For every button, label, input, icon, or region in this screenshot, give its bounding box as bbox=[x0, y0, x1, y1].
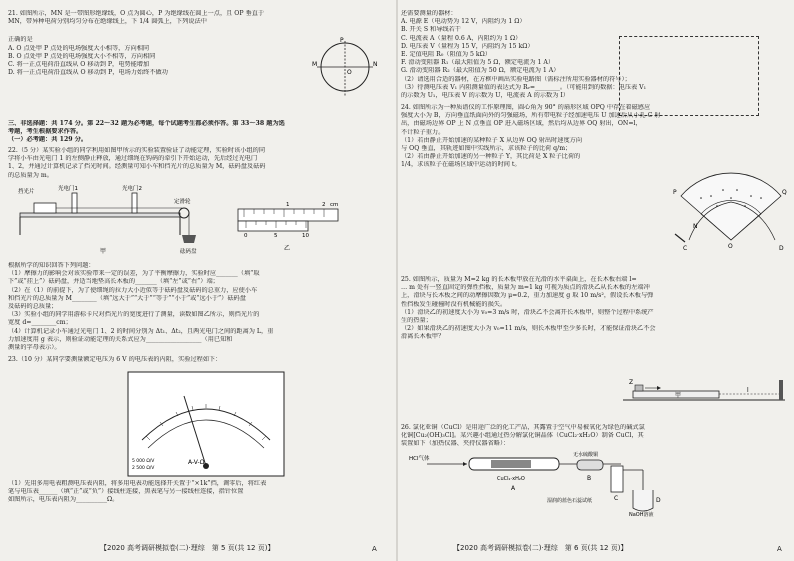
multimeter-dial bbox=[126, 370, 286, 478]
q21-option-a: A. O 点处甲 P 点处的电场强度大小相等，方向相同 bbox=[8, 44, 150, 52]
q25-line: 25. 如图所示，质量为 M=2 kg 的长木板甲放在光滑的水平桌面上，在长木板右端 l= bbox=[401, 276, 637, 283]
equipment-line: 还需要测量的器材： bbox=[401, 10, 457, 17]
question-23-part-1 bbox=[8, 480, 266, 505]
equipment-line: B. 开关 S 和导线若干 bbox=[401, 26, 461, 34]
q23b-line: 如图所示，电压表内阻为__________Ω。 bbox=[8, 496, 119, 504]
q21-option-b: B. O 点处甲 P 点处的电场强度大小不相等，方向相同 bbox=[8, 52, 156, 60]
label-p: P bbox=[340, 37, 344, 44]
label-l: l bbox=[747, 387, 749, 394]
page-footer: 【2020 高考调研模拟卷(二)·理综 第 5 页(共 12 页)】 bbox=[100, 544, 275, 552]
label-n: N bbox=[693, 223, 698, 230]
section3-line: 考题，考生根据要求作答。 bbox=[8, 128, 83, 136]
question-26 bbox=[401, 424, 645, 449]
q21-circle-figure bbox=[312, 36, 378, 102]
equipment-line: C. 电流表 A（量程 0.6 A，内阻约为 1 Ω） bbox=[401, 34, 522, 42]
q22b-line: （2）在（1）的前提下，为了使细绳的拉力大小近似等于砝码盘及砝码的总重力，应使小车 bbox=[8, 286, 258, 294]
label-naoh: NaOH溶液 bbox=[629, 512, 654, 518]
q22-line: 22.（5 分）某实验小组的同学利用如图甲所示的实验装置验证了动能定理，实验时该小组的同 bbox=[8, 147, 266, 154]
label-hcl: HCl气体 bbox=[409, 456, 430, 462]
q22-line: 的总质量为 m。 bbox=[8, 171, 53, 179]
q24-line: 不计粒子重力。 bbox=[401, 128, 445, 136]
label-fig-jia: 甲 bbox=[100, 248, 107, 255]
label-cuso4: 无水硫酸铜 bbox=[573, 452, 599, 458]
equipment-line: E. 定值电阻 R₀（阻值为 5 kΩ） bbox=[401, 50, 491, 58]
q21-option-c: C. 将一正点电荷沿直线从 O 移动到 P，电势能增加 bbox=[8, 60, 150, 68]
q23b-line: （1）先用多用电表粗测电压表内阻，将多用电表功能选择开关置于“×1k”挡，调零后，将红表 bbox=[8, 480, 267, 487]
q22-line: 学将小车由光电门 1 的左侧静止释放，通过细绳在钩码的牵引下开始运动，先后经过光电门 bbox=[8, 155, 258, 163]
q21-line: MN，带异种电荷分别均匀分布在绝缘线上，下 1/4 圆弧上，下列说法中 bbox=[8, 18, 207, 26]
label-o: O bbox=[347, 69, 352, 76]
question-25 bbox=[401, 276, 656, 342]
vernier-scale-main: 1 bbox=[286, 202, 290, 208]
q22-figure-yi bbox=[230, 195, 350, 255]
label-d: D bbox=[656, 497, 661, 504]
q26-line: 26. 氯化亚铜（CuCl）是用途广泛的化工产品，其露置于空气中易被氧化为绿色的碱式氯 bbox=[401, 424, 645, 431]
equipment-list bbox=[401, 10, 646, 100]
q22b-line: 测量的字母表示）。 bbox=[8, 343, 61, 351]
q24-line: 24. 如图所示为一种质谱仪的工作原理图，圆心角为 90° 的扇形区域 OPQ 中存在着磁感应 bbox=[401, 104, 651, 111]
vernier-scale-10: 10 bbox=[302, 233, 309, 239]
label-n: N bbox=[373, 61, 378, 68]
label-photogate1: 光电门1 bbox=[58, 186, 78, 192]
q24-line: （2）若由静止开始加速的另一种粒子 Y，其比荷是 X 粒子比荷的 bbox=[401, 153, 581, 161]
label-q: Q bbox=[782, 189, 787, 196]
board-block-figure bbox=[619, 374, 789, 408]
q24-line: 强度大小为 B，方向垂直纸面向外的匀强磁场，所有带电粒子经加速电压 U 加速后从小孔 C 射 bbox=[401, 112, 661, 120]
q23b-line: 笔与电压表______（填“正”或“负”）接线柱连接，黑表笔与另一接线柱连接，指针位置 bbox=[8, 488, 244, 496]
q22b-line: 根据所学的知识回答下列问题： bbox=[8, 262, 95, 269]
label-b: B bbox=[587, 475, 592, 482]
q25-line: 性挡板发生碰撞时没有机械能的损失。 bbox=[401, 300, 507, 308]
q23-line: 23.（10 分）某同学要测量额定电压为 6 V 的电压表的内阻，实验过程如下： bbox=[8, 356, 222, 363]
label-o: O bbox=[728, 243, 733, 250]
section-3-heading bbox=[8, 120, 285, 145]
q25-line: 上，滑块与长木板之间的动摩擦因数为 μ=0.2，重力加速度 g 取 10 m/s²，假设长木板与弹 bbox=[401, 292, 654, 300]
equipment-line: 的示数为 U₁，电压表 V 的示数为 U，电流表 A 的示数为 I） bbox=[401, 91, 569, 99]
label-jia: 甲 bbox=[675, 392, 682, 399]
label-tube: CuCl₂·xH₂O bbox=[497, 476, 525, 482]
vernier-scale-main: 2 bbox=[322, 202, 326, 208]
question-22-parts bbox=[8, 262, 273, 352]
q22b-line: 和挡光片的总质量为 M________（填“远大于”“大于”“等于”“小于”或“远小于”）砝码盘 bbox=[8, 294, 246, 302]
q25-line: … m 处有一竖直固定的弹性挡板，质量为 m=1 kg 可视为质点的滑块乙从长木板的左端冲 bbox=[401, 284, 650, 292]
page-letter: A bbox=[777, 545, 782, 553]
q21-option-d: D. 将一正点电荷沿直线从 O 移动到 P，电场力始终不做功 bbox=[8, 69, 168, 77]
label-m: M bbox=[312, 61, 318, 68]
right-page bbox=[397, 0, 794, 561]
meter-spec: 2 500 Ω/V bbox=[132, 466, 155, 471]
q24-line: 出，由磁场边界 OP 上 N 点垂直 OP 进入磁场区域，然后均从边界 OQ 射出，ON=l， bbox=[401, 120, 642, 128]
label-fig-yi: 乙 bbox=[284, 245, 291, 252]
q21-line: 正确的是 bbox=[8, 36, 33, 44]
mass-spectrometer-figure bbox=[671, 168, 791, 252]
label-z: Z bbox=[629, 379, 634, 386]
vernier-scale-5: 5 bbox=[274, 233, 278, 239]
q25-line: 滑离长木板甲？ bbox=[401, 333, 445, 341]
label-pulley: 定滑轮 bbox=[174, 199, 191, 205]
label-photogate2: 光电门2 bbox=[122, 186, 142, 192]
label-a: A bbox=[511, 485, 516, 492]
question-21 bbox=[8, 10, 264, 77]
q26-line: 装置如下（加热仪器、夹持仪器省略）： bbox=[401, 440, 510, 448]
equipment-line: D. 电压表 V（量程为 15 V，内阻约为 15 kΩ） bbox=[401, 42, 534, 50]
q22b-line: 及砝码的总质量； bbox=[8, 302, 58, 310]
q21-line: 21. 如图所示，MN 是一带图形绝缘线，O 点为圆心，P 为绝缘线在圆上一点，且 OP 垂直于 bbox=[8, 10, 265, 17]
label-c: C bbox=[614, 495, 619, 502]
page-letter: A bbox=[372, 545, 377, 553]
label-cm: cm bbox=[330, 202, 339, 208]
q24-line: 与 OQ 垂直，其轨迹如图中实线所示，求该粒子的比荷 q/m； bbox=[401, 144, 572, 152]
question-22 bbox=[8, 147, 266, 180]
q26-line: 化铜[Cu₂(OH)₃Cl]。某兴趣小组通过热分解氯化铜晶体（CuCl₂·xH₂O）制备 CuCl，其 bbox=[401, 432, 644, 440]
meter-spec: 5 000 Ω/V bbox=[132, 459, 155, 464]
q22-figure-jia bbox=[14, 183, 204, 255]
meter-label: A-V-Ω bbox=[188, 459, 205, 466]
equipment-line: F. 滑动变阻器 R₁（最大阻值为 5 Ω，额定电流为 1 A） bbox=[401, 59, 555, 67]
q22b-line: （4）计算机记录小车通过光电门 1、2 的时间分别为 Δt₁、Δt₂，且两光电门之间的距离为 L，重 bbox=[8, 327, 274, 335]
q22-line: 1、2，并通过计算机记录了挡光时间。经测量可知小车和挡光片的总质量为 M，砝码盘及砝码 bbox=[8, 163, 266, 171]
chemistry-apparatus bbox=[407, 450, 667, 518]
page-footer: 【2020 高考调研模拟卷(二)·理综 第 6 页(共 12 页)】 bbox=[453, 544, 628, 552]
q22b-line: 下”或“挂上”）砝码盘，并适当地垫高长木板的_______（填“左”或“右”）端； bbox=[8, 278, 219, 286]
q25-line: （1）滑块乙的初速度大小为 v₀=3 m/s 时，滑块乙不会离开长木板甲，则整个过程中系统产 bbox=[401, 308, 654, 316]
label-p: P bbox=[673, 189, 677, 196]
q25-line: （2）如果滑块乙的初速度大小为 v₀=11 m/s，则长木板甲至少多长时，才能保证滑块乙不会 bbox=[401, 325, 656, 333]
vernier-scale-0: 0 bbox=[244, 233, 248, 239]
label-shade: 挡光片 bbox=[18, 189, 35, 195]
section3-line: 三、非选择题：共 174 分。第 22～32 题为必考题，每个试题考生都必须作答。第 33～38 题为选 bbox=[8, 120, 285, 127]
q22b-line: （1）摩擦力的影响会对该实验带来一定的误差，为了平衡摩擦力，实验时应_______（填“取 bbox=[8, 270, 260, 278]
equipment-line: A. 电源 E（电动势为 12 V，内阻约为 1 Ω） bbox=[401, 18, 526, 26]
label-weight: 砝码盘 bbox=[180, 249, 197, 255]
q22b-line: （3）实验小组的同学用游标卡尺对挡光片的宽度进行了测量，读数如图乙所示，则挡光片的 bbox=[8, 311, 260, 319]
q24-line: 1/4，求该粒子在磁场区域中运动的时间 t。 bbox=[401, 161, 521, 169]
q24-line: （1）若由静止开始加速的某种粒子 X 从边界 OQ 射出时速度方向 bbox=[401, 136, 583, 144]
question-23 bbox=[8, 356, 221, 364]
label-c: C bbox=[683, 245, 688, 252]
q22b-line: 宽度 d=________cm； bbox=[8, 319, 72, 327]
equipment-line: G. 滑动变阻器 R₂（最大阻值为 50 Ω，额定电流为 1 A） bbox=[401, 67, 560, 75]
section3-line: （一）必考题：共 129 分。 bbox=[8, 136, 88, 144]
q22b-line: 力加速度用 g 表示，则验证动能定理的关系式应为__________________（用已知和 bbox=[8, 335, 233, 343]
question-24 bbox=[401, 104, 660, 170]
label-d: D bbox=[779, 245, 784, 252]
equipment-line: （2）请选用合适的器材，在方框中画出实验电路图（需标注所用实验器材的符号）； bbox=[401, 75, 631, 83]
label-litmus: 湿润的蓝色石蕊试纸 bbox=[547, 498, 593, 504]
equipment-line: （3）待测电压表 V₁ 内阻测量值的表达式为 Rᵥ=________。（可能用到的数据：电压表 V₁ bbox=[401, 83, 647, 91]
q25-line: 生的热量； bbox=[401, 316, 432, 324]
